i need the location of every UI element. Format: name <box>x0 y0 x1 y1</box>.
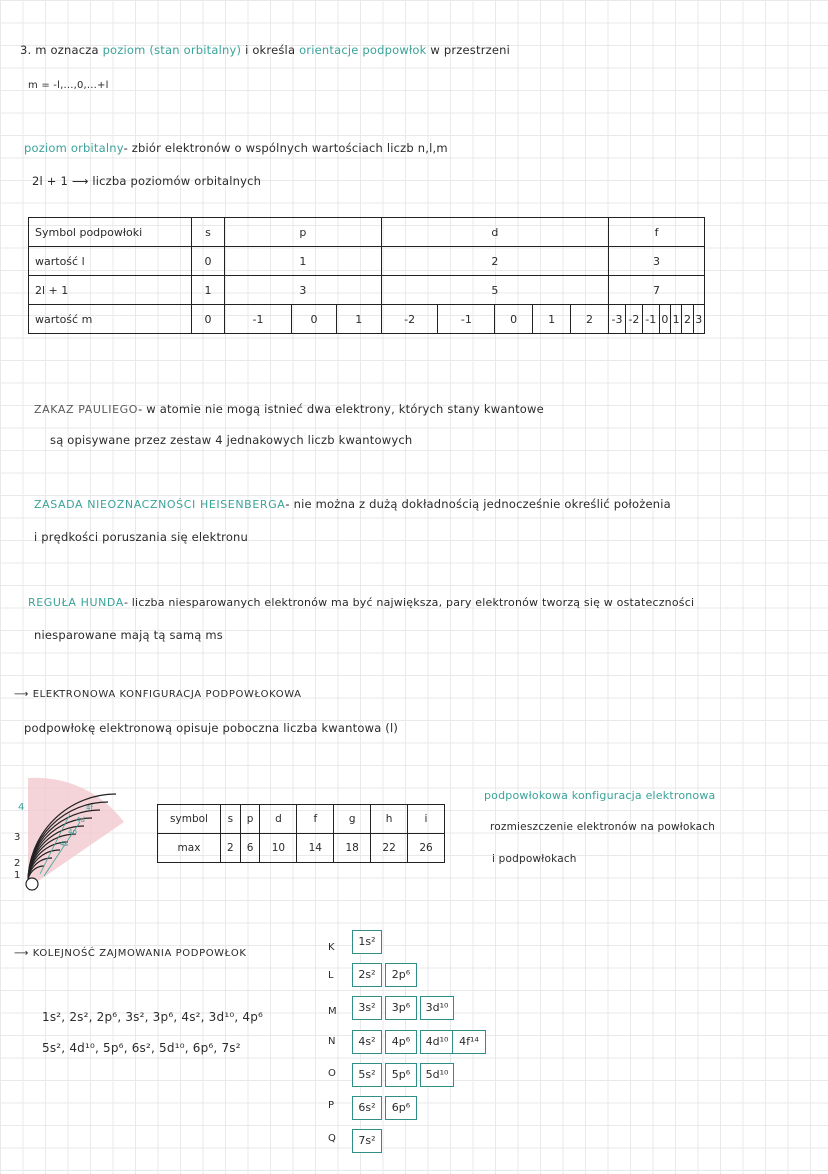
count-d: 5 <box>381 276 608 305</box>
shell-Q: Q <box>328 1133 336 1144</box>
pauli-text1: - w atomie nie mogą istnieć dwa elektrony, których stany kwantowe <box>138 402 544 416</box>
max-cell: 10 <box>260 834 297 863</box>
m-cell: 0 <box>292 305 337 334</box>
max-cell: 6 <box>240 834 260 863</box>
level-2: 2 <box>14 858 21 869</box>
cell-5p: 5p⁶ <box>385 1063 417 1087</box>
symbol-header: symbol <box>158 805 221 834</box>
section3-mid: i określa <box>245 43 296 57</box>
m-cell: 0 <box>495 305 533 334</box>
cell-3s: 3s² <box>352 996 382 1020</box>
pauli-title: ZAKAZ PAULIEGO <box>34 403 139 416</box>
symbol-cell: g <box>334 805 371 834</box>
shell-L: L <box>328 970 334 981</box>
m-cell: -1 <box>438 305 495 334</box>
shell-O: O <box>328 1068 336 1079</box>
count-s: 1 <box>192 276 225 305</box>
cell-4d: 4d¹⁰ <box>420 1030 454 1054</box>
m-cell: 0 <box>659 305 670 334</box>
symbol-cell: s <box>221 805 241 834</box>
orbital-level-term: poziom orbitalny <box>24 141 124 155</box>
m-cell: -2 <box>381 305 438 334</box>
cell-6s: 6s² <box>352 1096 382 1120</box>
max-header: max <box>158 834 221 863</box>
config-line: podpowłokę elektronową opisuje poboczna liczba kwantowa (l) <box>24 721 399 735</box>
m-cell: 1 <box>671 305 682 334</box>
pauli-text2: są opisywane przez zestaw 4 jednakowych liczb kwantowych <box>50 433 413 447</box>
heisenberg-line1 <box>34 497 671 511</box>
table-row <box>29 276 705 305</box>
symbol-cell: i <box>408 805 445 834</box>
orbital-count-formula: 2l + 1 ⟶ liczba poziomów orbitalnych <box>32 174 262 188</box>
row-label-2l1: 2l + 1 <box>29 276 192 305</box>
cell-6p: 6p⁶ <box>385 1096 417 1120</box>
symbol-f: f <box>609 218 705 247</box>
count-f: 7 <box>609 276 705 305</box>
cell-3p: 3p⁶ <box>385 996 417 1020</box>
table-row <box>158 805 445 834</box>
cell-5d: 5d¹⁰ <box>420 1063 454 1087</box>
max-cell: 22 <box>371 834 408 863</box>
m-cell: 3 <box>693 305 704 334</box>
m-cell: -3 <box>609 305 626 334</box>
m-range-formula: m = -l,...,0,...+l <box>28 80 109 91</box>
cell-2p: 2p⁶ <box>385 963 417 987</box>
cell-4f: 4f¹⁴ <box>452 1030 486 1054</box>
m-cell: 2 <box>682 305 693 334</box>
section3-term2: orientacje podpowłok <box>299 43 427 57</box>
cell-3d: 3d¹⁰ <box>420 996 454 1020</box>
subshell-note-title: podpowłokowa konfiguracja elektronowa <box>484 789 716 802</box>
section3-line <box>20 43 510 57</box>
section3-prefix: 3. m oznacza <box>20 43 99 57</box>
label-4s: 4s <box>60 840 69 848</box>
shell-N: N <box>328 1036 336 1047</box>
level-4: 4 <box>18 802 25 813</box>
orbital-level-line <box>24 141 448 155</box>
pauli-line1 <box>34 402 544 416</box>
m-cell: -1 <box>642 305 659 334</box>
max-cell: 26 <box>408 834 445 863</box>
cell-4s: 4s² <box>352 1030 382 1054</box>
row-label-m: wartość m <box>29 305 192 334</box>
cell-7s: 7s² <box>352 1129 382 1153</box>
m-cell: -2 <box>625 305 642 334</box>
hund-text1: - liczba niesparowanych elektronów ma być największa, pary elektronów tworzą się w ostateczności <box>123 596 695 609</box>
l-value-p: 1 <box>225 247 382 276</box>
shell-M: M <box>328 1006 337 1017</box>
level-3: 3 <box>14 832 21 843</box>
max-cell: 2 <box>221 834 241 863</box>
hund-line1 <box>28 596 694 609</box>
quantum-numbers-table <box>28 217 705 334</box>
max-cell: 18 <box>334 834 371 863</box>
symbol-s: s <box>192 218 225 247</box>
shell-diagram <box>0 770 140 900</box>
m-cell: -1 <box>225 305 292 334</box>
config-title: ⟶ ELEKTRONOWA KONFIGURACJA PODPOWŁOKOWA <box>14 689 302 700</box>
subshell-note-line2: i podpowłokach <box>492 853 577 865</box>
subshell-note-line1: rozmieszczenie elektronów na powłokach <box>490 821 716 833</box>
symbol-d: d <box>381 218 608 247</box>
l-value-s: 0 <box>192 247 225 276</box>
order-line2: 5s², 4d¹⁰, 5p⁶, 6s², 5d¹⁰, 6p⁶, 7s² <box>42 1041 241 1055</box>
shell-P: P <box>328 1100 335 1111</box>
hund-text2: niesparowane mają tą samą ms <box>34 628 223 642</box>
m-cell: 0 <box>192 305 225 334</box>
cell-2s: 2s² <box>352 963 382 987</box>
symbol-cell: p <box>240 805 260 834</box>
count-p: 3 <box>225 276 382 305</box>
max-electrons-table <box>157 804 445 863</box>
order-line1: 1s², 2s², 2p⁶, 3s², 3p⁶, 4s², 3d¹⁰, 4p⁶ <box>42 1010 264 1024</box>
row-label-symbol: Symbol podpowłoki <box>29 218 192 247</box>
section3-suffix: w przestrzeni <box>430 43 511 57</box>
symbol-cell: f <box>297 805 334 834</box>
m-cell: 1 <box>336 305 381 334</box>
label-4f: 4f <box>86 804 93 812</box>
heisenberg-text2: i prędkości poruszania się elektronu <box>34 530 249 544</box>
cell-4p: 4p⁶ <box>385 1030 417 1054</box>
orbital-level-definition: - zbiór elektronów o wspólnych wartościach liczb n,l,m <box>123 141 448 155</box>
label-4p: 4p <box>68 828 77 836</box>
order-title: ⟶ KOLEJNOŚĆ ZAJMOWANIA PODPOWŁOK <box>14 948 247 959</box>
symbol-cell: h <box>371 805 408 834</box>
heisenberg-title: ZASADA NIEOZNACZNOŚCI HEISENBERGA <box>34 498 286 511</box>
table-row <box>158 834 445 863</box>
heisenberg-text1: - nie można z dużą dokładnością jednocześnie określić położenia <box>285 497 671 511</box>
row-label-l: wartość l <box>29 247 192 276</box>
m-cell: 1 <box>533 305 571 334</box>
table-row <box>29 247 705 276</box>
m-cell: 2 <box>571 305 609 334</box>
hund-title: REGUŁA HUNDA <box>28 596 124 609</box>
l-value-f: 3 <box>609 247 705 276</box>
max-cell: 14 <box>297 834 334 863</box>
section3-term: poziom (stan orbitalny) <box>102 43 242 57</box>
symbol-cell: d <box>260 805 297 834</box>
cell-1s: 1s² <box>352 930 382 954</box>
table-row <box>29 305 705 334</box>
shell-K: K <box>328 942 335 953</box>
label-4d: 4d <box>76 816 85 824</box>
table-row <box>29 218 705 247</box>
level-1: 1 <box>14 870 21 881</box>
l-value-d: 2 <box>381 247 608 276</box>
cell-5s: 5s² <box>352 1063 382 1087</box>
symbol-p: p <box>225 218 382 247</box>
